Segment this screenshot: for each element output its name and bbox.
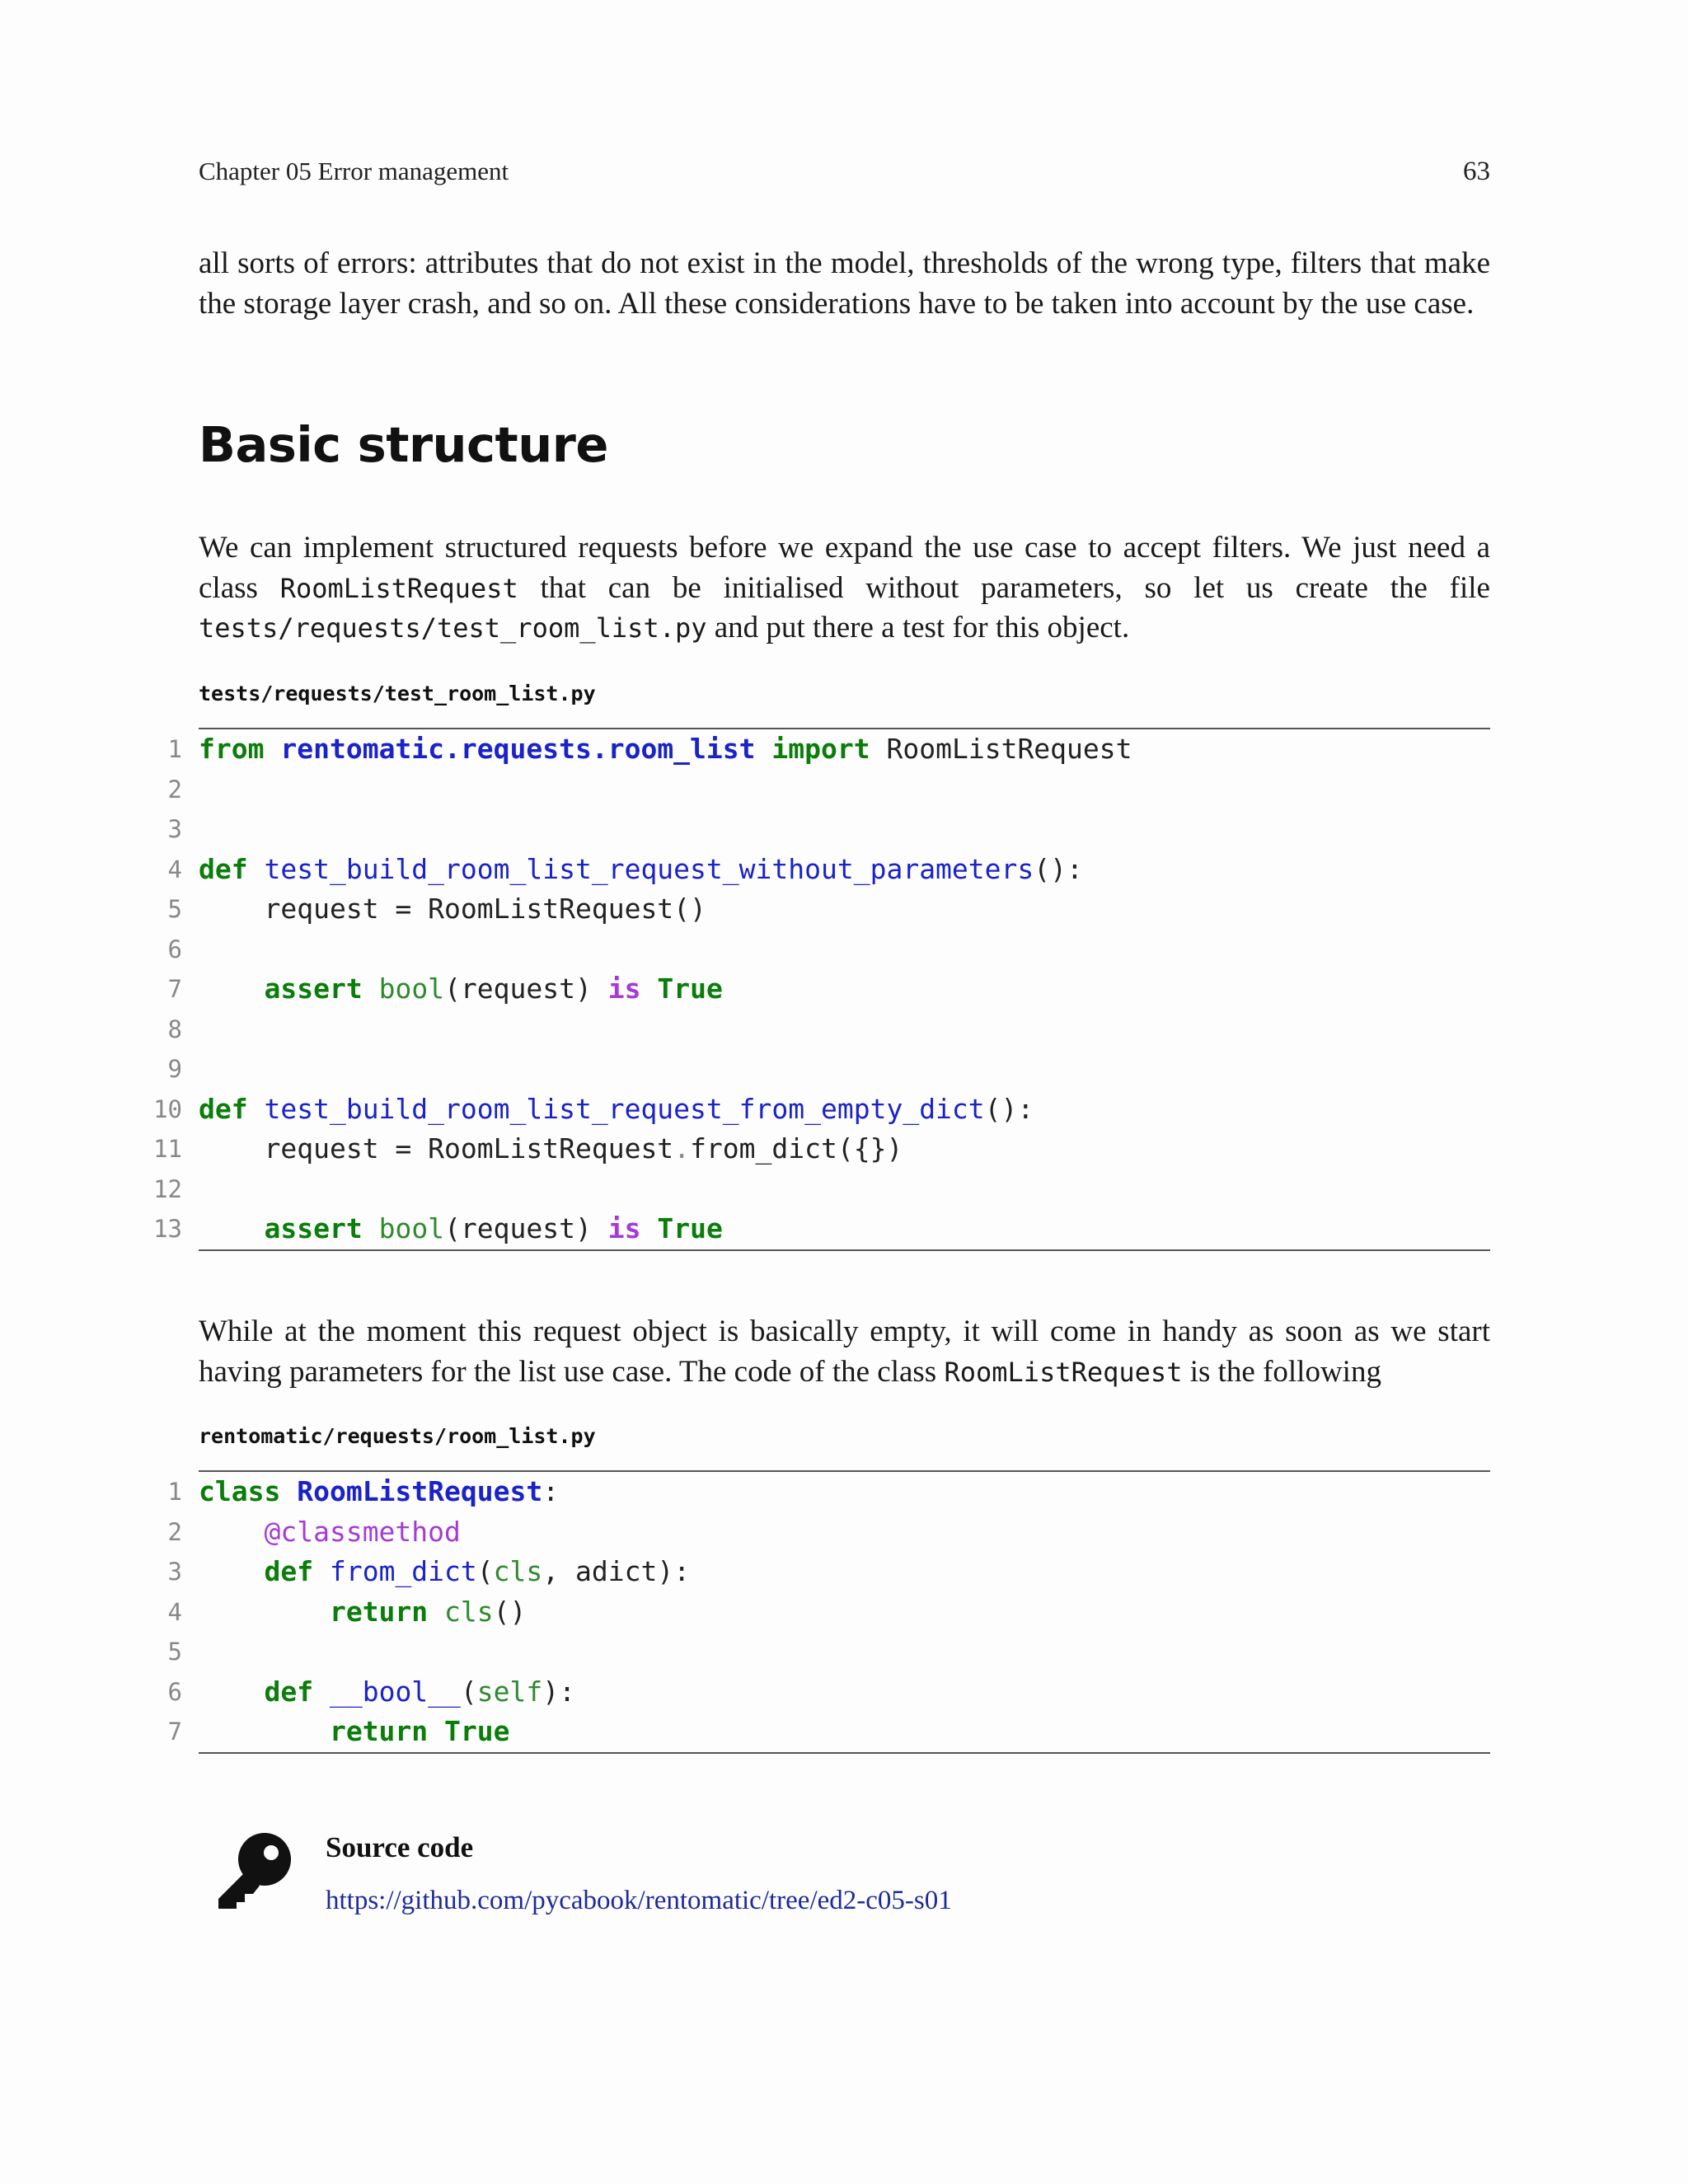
line-number: 2 [167,1517,182,1546]
function-name: test_build_room_list_request_from_empty_dict [264,1092,985,1125]
indent [199,1675,264,1708]
punctuation: ( [476,1555,494,1587]
punctuation: (): [1034,852,1083,885]
builtin: bool [378,972,445,1005]
line-number: 5 [167,1638,182,1666]
code-line [167,1472,1490,1512]
line-number: 13 [153,1215,182,1243]
code-block-class [167,1470,1490,1754]
constant: True [444,1715,510,1747]
code-line [153,1090,1490,1130]
line-number: 12 [153,1174,182,1203]
key-icon [212,1830,294,1912]
operator: is [607,972,641,1005]
indent [199,893,264,925]
code-filename: rentomatic/requests/room_list.py [199,1424,596,1448]
code-filename: tests/requests/test_room_list.py [199,682,596,705]
indent [199,1555,264,1587]
line-number: 6 [167,1677,182,1706]
operator: is [607,1212,641,1244]
code-line [167,1672,1490,1713]
code-line [167,930,1490,970]
line-number: 11 [153,1135,182,1163]
line-number: 8 [167,1015,182,1043]
paragraph-text: that can be initialised without parameters, so let us create the file [518,570,1490,605]
code-line [167,1712,1490,1752]
code-line [167,969,1490,1010]
line-number: 3 [167,815,182,843]
line-number: 1 [167,735,182,763]
code-line [167,1592,1490,1633]
function-name: test_build_room_list_request_without_parameters [264,852,1034,885]
keyword: return [329,1715,429,1747]
line-number: 3 [167,1558,182,1586]
decorator: @classmethod [264,1515,461,1548]
punctuation: , adict): [542,1555,691,1587]
code-line [167,1512,1490,1553]
keyword: def [199,852,248,885]
line-number: 4 [167,855,182,883]
builtin: self [476,1675,543,1708]
line-number: 7 [167,1718,182,1746]
code-block-test [153,728,1490,1251]
indent [199,972,264,1005]
function-name: from_dict [329,1555,477,1587]
paragraph-text: and put there a test for this object. [706,611,1130,644]
line-number: 5 [167,895,182,923]
indent [199,1516,264,1548]
code-line [167,729,1490,770]
code-line [167,889,1490,930]
line-number: 9 [167,1055,182,1083]
paragraph-text: is the following [1182,1354,1381,1389]
tip-title: Source code [326,1831,474,1863]
punctuation: : [542,1475,560,1507]
inline-code: RoomListRequest [944,1356,1183,1388]
statement: request = RoomListRequest() [264,893,706,925]
source-code-tip [199,1828,1490,1927]
statement: from_dict({}) [690,1132,903,1165]
chapter-title: Chapter 05 Error management [199,157,509,185]
code-line [153,1169,1490,1210]
builtin: cls [493,1555,543,1587]
keyword: return [329,1595,429,1628]
code-line [167,809,1490,850]
keyword: assert [264,1212,363,1244]
keyword: def [264,1555,314,1587]
keyword: def [264,1675,314,1708]
builtin: cls [444,1595,494,1628]
indent [199,1132,264,1165]
indent [199,1212,264,1244]
paragraph-text: We can implement structured requests before we expand the use case to accept filters. We just need a class [199,531,1490,605]
keyword: assert [264,972,363,1005]
paragraph-requests [199,528,1490,649]
page-number: 63 [1463,157,1490,186]
argument: (request) [444,972,592,1005]
code-line [153,1209,1490,1249]
line-number: 4 [167,1597,182,1626]
intro-paragraph: all sorts of errors: attributes that do not exist in the model, thresholds of the wrong type, filters that make the storage layer crash, and so on. All these considerations have to be taken into account by the use case. [199,246,1490,321]
code-line [167,1049,1490,1090]
line-number: 10 [153,1094,182,1123]
punctuation: () [493,1595,527,1628]
paragraph-text: While at the moment this request object is basically empty, it will come in handy as soon as we start having parameters for the list use case. The code of the class [199,1315,1490,1389]
code-line [167,770,1490,810]
keyword: def [199,1092,248,1125]
running-header [199,157,1490,187]
keyword: from [199,733,265,765]
code-line [167,1010,1490,1050]
class-name: RoomListRequest [297,1475,543,1507]
constant: True [657,972,723,1005]
punctuation: (): [984,1092,1034,1125]
statement: request = RoomListRequest [264,1132,674,1165]
identifier: RoomListRequest [886,733,1132,765]
code-line [167,1552,1490,1592]
argument: (request) [444,1212,592,1244]
builtin: bool [378,1212,445,1244]
constant: True [657,1212,723,1244]
keyword: import [771,733,870,765]
source-code-link[interactable]: https://github.com/pycabook/rentomatic/tree/ed2-c05-s01 [326,1886,952,1915]
code-line [153,1129,1490,1169]
inline-code: RoomListRequest [279,572,518,604]
punctuation: ): [542,1675,576,1708]
keyword: class [199,1475,281,1507]
line-number: 1 [167,1478,182,1506]
indent [199,1715,330,1747]
punctuation: ( [460,1675,477,1708]
module-name: rentomatic.requests.room_list [280,733,756,765]
operator: . [673,1132,691,1165]
paragraph-request-object [199,1312,1490,1392]
code-line [167,850,1490,890]
indent [199,1596,330,1628]
inline-code: tests/requests/test_room_list.py [199,612,707,644]
line-number: 7 [167,975,182,1003]
line-number: 6 [167,935,182,963]
code-line [167,1632,1490,1672]
section-heading: Basic structure [199,416,608,473]
function-name: __bool__ [329,1675,461,1708]
line-number: 2 [167,775,182,804]
